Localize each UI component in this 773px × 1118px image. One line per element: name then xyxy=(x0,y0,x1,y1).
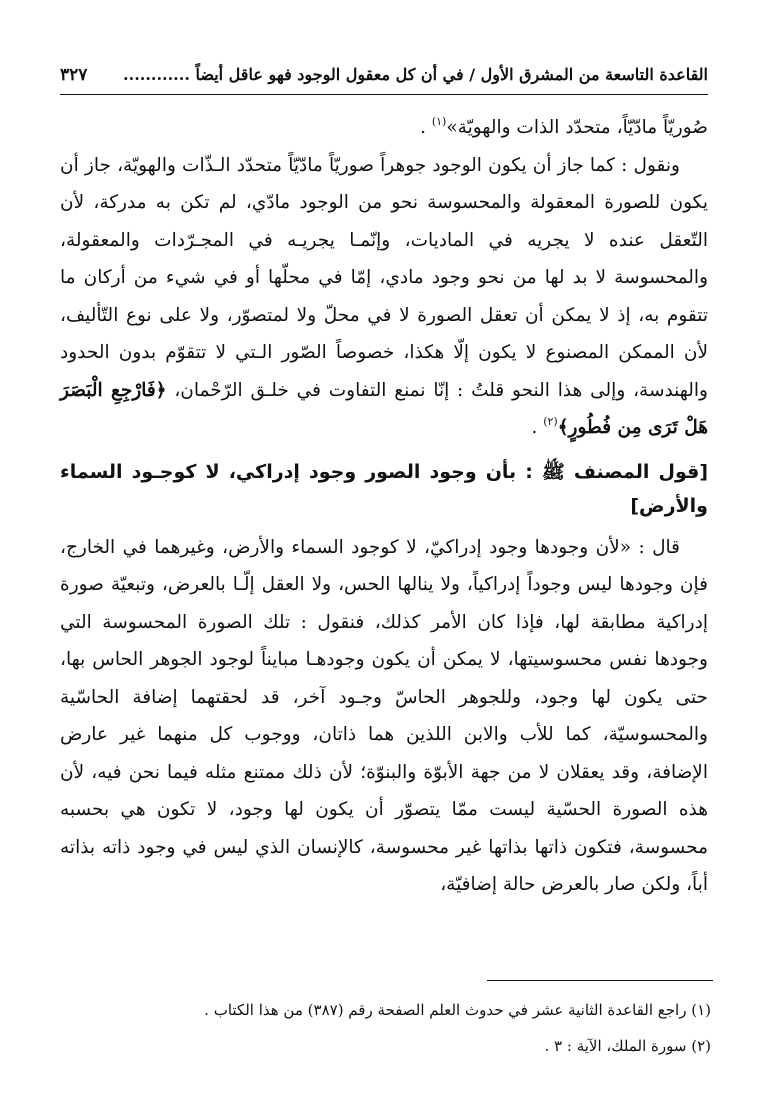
paragraph-argument xyxy=(60,147,708,447)
footnote-2: (٢) سورة الملك، الآية : ٣ . xyxy=(544,1037,711,1055)
footnote-1: (١) راجع القاعدة الثانية عشر في حدوث العلم الصفحة رقم (٣٨٧) من هذا الكتاب . xyxy=(204,1001,711,1019)
section-heading: [قول المصنف ﷺ : بأن وجود الصور وجود إدراكي، لا كوجـود السماء والأرض] xyxy=(60,460,708,517)
chapter-running-title: القاعدة التاسعة من المشرق الأول / في أن كل معقول الوجود فهو عاقل أيضاً ............ xyxy=(123,65,708,84)
paragraph-1-end: . xyxy=(420,117,432,138)
paragraph-1-text: صُوريّاً مادّيّاً، متحدّد الذات والهويّة» xyxy=(446,117,708,138)
running-header xyxy=(60,62,708,95)
paragraph-2-text: ونقول : كما جاز أن يكون الوجود جوهراً صوريّاً مادّيّاً متحدّد الـذّات والهويّة، جاز أن يكون للصورة المعقولة والمحسوسة نحو من الوجود مادّي، لم تكن به مدركة، لأن التّعقل عنده لا يجريه في الماديات، وإنّمـا يجريـه في المجـرّدات والمعقولة، والمحسوسة لا بد لها من نحو وجود مادي، إمّا في محلّها أو في شيء من أركان ما تتقوم به، إذ لا يمكن أن تعقل الصورة لا في محلّ ولا لمتصوّر، ولا على نوع التّأليف، لأن الممكن المصنوع لا يكون إلّا هكذا، خصوصاً الصّور الـتي لا تتقوّم بدون الحدود والهندسة، وإلى هذا النحو قلتُ : إنّا نمنع التفاوت في خلـق الرّحْمان، xyxy=(60,154,708,401)
quran-verse: ﴿فَارْجِعِ الْبَصَرَ هَلْ تَرَى مِن فُطُورٍ﴾ xyxy=(60,379,708,438)
paragraph-2-end: . xyxy=(531,417,544,438)
book-page xyxy=(60,62,708,904)
footnote-ref-1[interactable]: (١) xyxy=(431,115,447,128)
page-number: ٣٢٧ xyxy=(60,65,88,85)
footnote-divider xyxy=(487,980,713,981)
paragraph-quote-end xyxy=(60,109,708,147)
footnotes xyxy=(65,992,711,1064)
paragraph-author-statement: قال : «لأن وجودها وجود إدراكيّ، لا كوجود السماء والأرض، وغيرهما في الخارج، فإن وجودها ليس وجوداً إدراكياً، ولا ينالها الحس، ولا العقل إلّـا بالعرض، وتبعيّة صورة إدراكية مطابقة لها، فإذا كان الأمر كذلك، فنقول : تلك الصورة المحسوسة التي وجودها نفس محسوسيتها، لا يمكن أن يكون وجودهـا مبايناً لوجود الجوهر الحاس بها، حتى يكون لها وجود، وللجوهر الحاسّ وجـود آخر، قد لحقتهما إضافة الحاسّية والمحسوسيّة، كما للأب والابن اللذين هما ذاتان، ووجوب كل منهما غير عارض الإضافة، وقد يعقلان لا من جهة الأبوّة والبنوّة؛ لأن ذلك ممتنع مثله فيما نحن فيه، لأن هذه الصورة الحسّية ليست ممّا يتصوّر أن يكون لها وجود، لا تكون هي بحسبه محسوسة، فتكون ذاتها بذاتها غير محسوسة، كالإنسان الذي ليس في وجود ذاته بذاته أباً، ولكن صار بالعرض حالة إضافيّة، xyxy=(60,536,708,895)
footnote-ref-2[interactable]: (٢) xyxy=(543,415,558,428)
main-text xyxy=(60,109,708,904)
